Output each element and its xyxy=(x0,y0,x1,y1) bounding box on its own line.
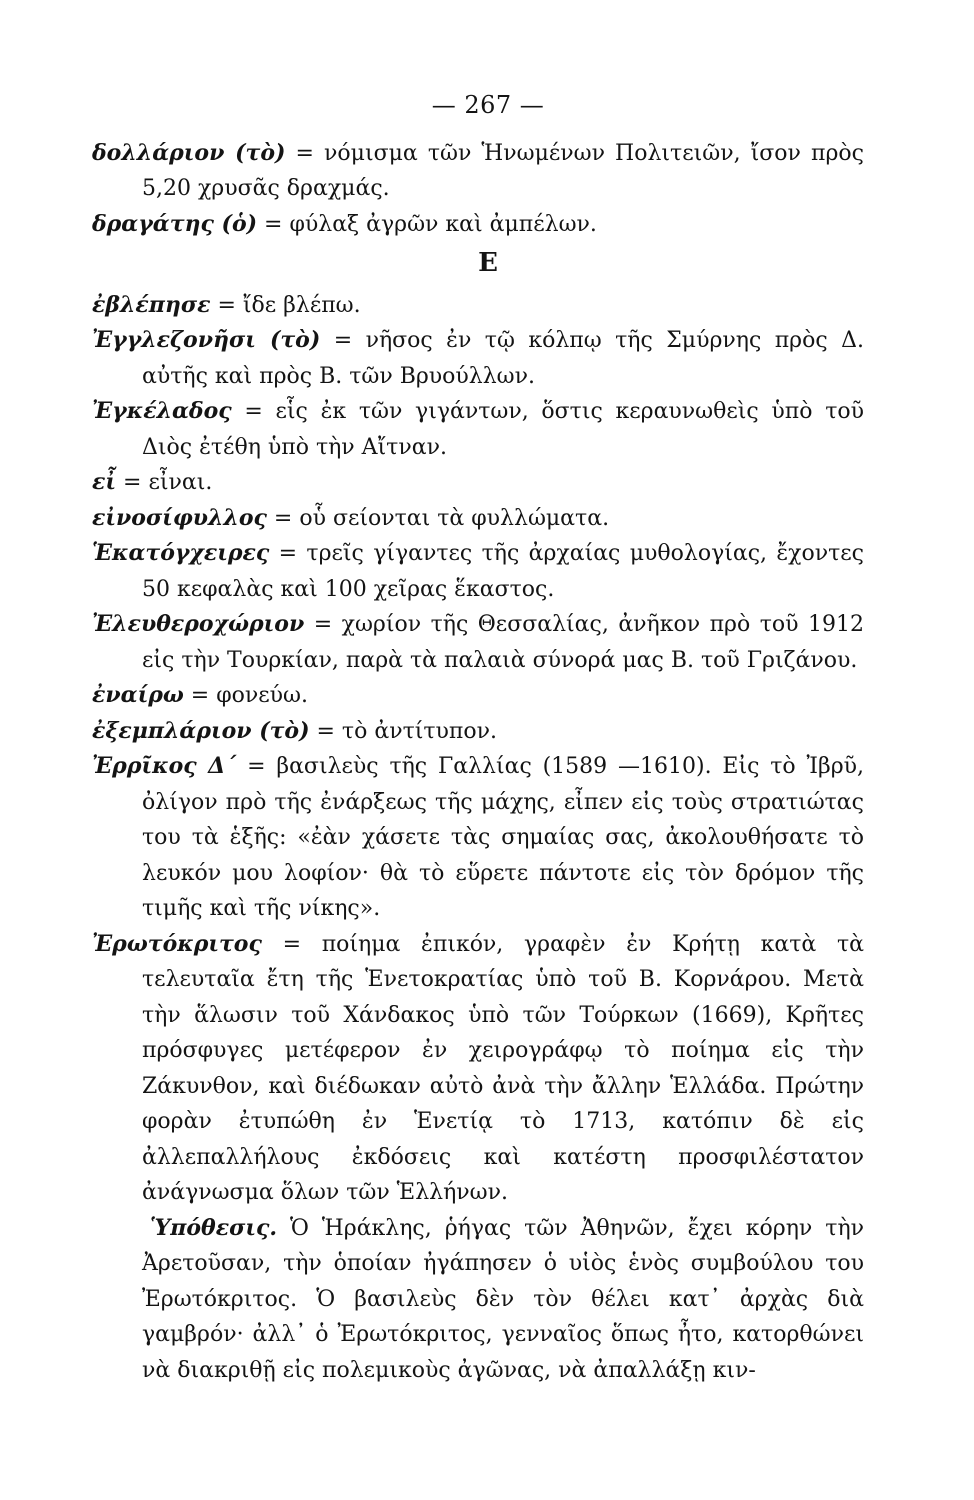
dictionary-entry xyxy=(92,323,864,394)
dictionary-entry xyxy=(92,714,864,750)
dictionary-entry xyxy=(92,207,864,243)
entry-definition: = ποίημα ἐπικόν, γραφὲν ἐν Κρήτῃ κατὰ τὰ τελευταῖα ἔτη τῆς Ἑνετοκρατίας ὑπὸ τοῦ Β. Κορνάρου. Μετὰ τὴν ἅλωσιν τοῦ Χάνδακος ὑπὸ τῶν Τούρκων (1669), Κρῆτες πρόσφυγες μετέφερον ἐν χειρογράφῳ τὸ ποίημα εἰς τὴν Ζάκυνθον, καὶ διέδωκαν αὐτὸ ἀνὰ τὴν ἄλλην Ἑλλάδα. Πρώτην φορὰν ἐτυπώθη ἐν Ἑνετίᾳ τὸ 1713, κατόπιν δὲ εἰς ἀλλεπαλλήλους ἐκδόσεις καὶ κατέστη προσφιλέστατον ἀνάγνωσμα ὅλων τῶν Ἑλλήνων. xyxy=(142,931,864,1205)
entry-definition: = εἶναι. xyxy=(116,470,213,495)
dictionary-entry xyxy=(92,536,864,607)
entry-term: ἐναίρω xyxy=(92,682,184,708)
dictionary-entry xyxy=(92,749,864,927)
entry-definition: = τὸ ἀντίτυπον. xyxy=(309,718,497,744)
hypothesis-text: Ὁ Ἡράκλης, ῥήγας τῶν Ἀθηνῶν, ἔχει κόρην τὴν Ἀρετοῦσαν, τὴν ὁποίαν ἠγάπησεν ὁ υἱὸς ἑνὸς συμβούλου του Ἐρωτόκριτος. Ὁ βασιλεὺς δὲν τὸν θέλει κατ᾽ ἀρχὰς διὰ γαμβρόν· ἀλλ᾽ ὁ Ἐρωτόκριτος, γενναῖος ὅπως ἦτο, κατορθώνει νὰ διακριθῇ εἰς πολεμικοὺς ἀγῶνας, νὰ ἀπαλλάξῃ κιν- xyxy=(142,1215,864,1383)
dictionary-entry xyxy=(92,678,864,714)
entry-term: ἐξεμπλάριον (τὸ) xyxy=(92,717,310,744)
dictionary-entry xyxy=(92,288,864,324)
dictionary-entry xyxy=(92,465,864,501)
entry-term: Ἐλευθεροχώριον xyxy=(92,611,305,637)
hypothesis-paragraph xyxy=(92,1211,864,1389)
entries-before xyxy=(92,136,864,243)
hypothesis-heading: Ὑπόθεσις. xyxy=(150,1214,278,1241)
entry-definition: = φύλαξ ἀγρῶν καὶ ἀμπέλων. xyxy=(257,211,597,237)
entry-definition: = οὗ σείονται τὰ φυλλώματα. xyxy=(266,505,610,531)
dictionary-entry xyxy=(92,501,864,537)
entry-term: δολλάριον (τὸ) xyxy=(92,139,286,166)
entry-term: ἐβλέπησε xyxy=(92,291,211,318)
entry-term: Ἐγκέλαδος xyxy=(92,398,232,424)
entry-definition: = τρεῖς γίγαντες τῆς ἀρχαίας μυθολογίας, ἔχοντες 50 κεφαλὰς καὶ 100 χεῖρας ἕκαστος. xyxy=(142,541,864,602)
dictionary-entry xyxy=(92,394,864,465)
page-number: — 267 — xyxy=(431,91,545,119)
section-letter: Ε xyxy=(478,248,498,278)
entry-definition: = ἴδε βλέπω. xyxy=(210,292,361,318)
entry-term: Ἐγγλεζονῆσι (τὸ) xyxy=(92,327,321,353)
entry-term: εἶ xyxy=(92,469,117,495)
dictionary-entry xyxy=(92,607,864,678)
dictionary-entry xyxy=(92,927,864,1211)
entry-definition: = χωρίον τῆς Θεσσαλίας, ἀνῆκον πρὸ τοῦ 1912 εἰς τὴν Τουρκίαν, παρὰ τὰ παλαιὰ σύνορά μας Β. τοῦ Γριζάνου. xyxy=(142,612,864,673)
entry-definition: = φονεύω. xyxy=(183,683,308,708)
dictionary-entry xyxy=(92,136,864,207)
entry-term: Ἐρρῖκος Δ΄ xyxy=(92,753,237,779)
entry-term: Ἐρωτόκριτος xyxy=(92,930,262,957)
entry-definition: = εἷς ἐκ τῶν γιγάντων, ὅστις κεραυνωθεὶς ὑπὸ τοῦ Διὸς ἐτέθη ὑπὸ τὴν Αἴτναν. xyxy=(142,399,864,460)
entries-after xyxy=(92,288,864,1389)
entry-definition: = νόμισμα τῶν Ἡνωμένων Πολιτειῶν, ἴσον πρὸς 5,20 χρυσᾶς δραχμάς. xyxy=(142,140,864,201)
entry-term: Ἑκατόγχειρες xyxy=(92,540,270,566)
entry-term: δραγάτης (ὁ) xyxy=(92,210,258,237)
entry-definition: = νῆσος ἐν τῷ κόλπῳ τῆς Σμύρνης πρὸς Δ. αὐτῆς καὶ πρὸς Β. τῶν Βρυούλλων. xyxy=(142,328,864,389)
entry-definition: = βασιλεὺς τῆς Γαλλίας (1589 —1610). Εἰς τὸ Ἰβρῦ, ὀλίγον πρὸ τῆς ἐνάρξεως τῆς μάχης, εἶπεν εἰς τοὺς στρατιώτας του τὰ ἑξῆς: «ἐὰν χάσετε τὰς σημαίας σας, ἀκολουθήσατε τὸ λευκόν μου λοφίον· θὰ τὸ εὕρετε πάντοτε εἰς τὸν δρόμον τῆς τιμῆς καὶ τῆς νίκης». xyxy=(142,754,864,921)
entry-term: εἰνοσίφυλλος xyxy=(92,504,267,531)
